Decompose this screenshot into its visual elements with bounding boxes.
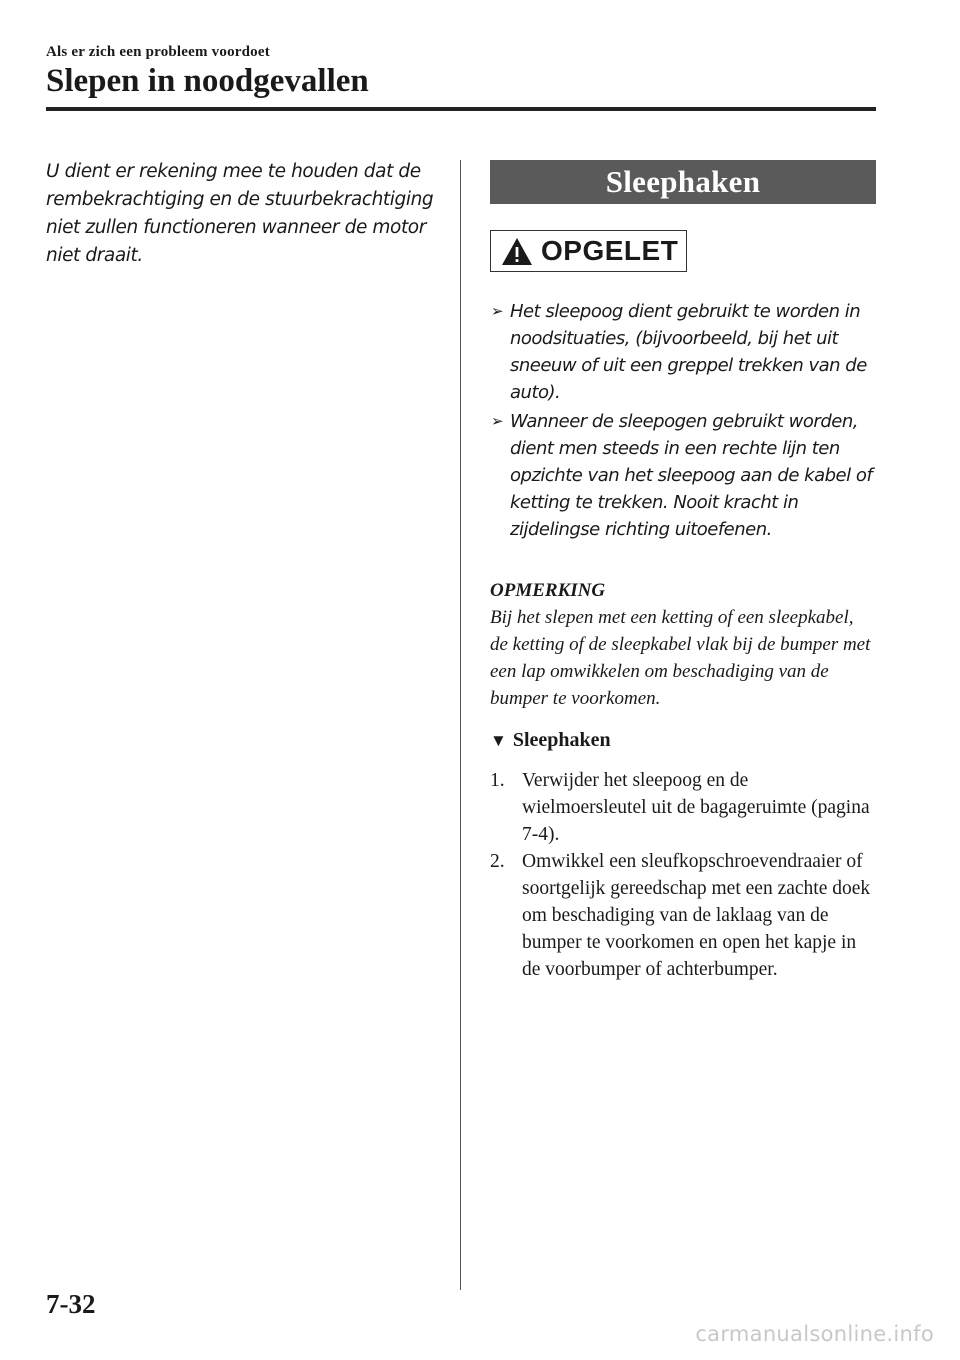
subsection-heading bbox=[490, 726, 876, 755]
caution-item bbox=[490, 408, 876, 543]
caution-box bbox=[490, 230, 687, 272]
caution-item-text: Wanneer de sleepogen gebruikt worden, dient men steeds in een rechte lijn ten opzichte van het sleepoog aan de kabel of ketting te trekken. Nooit kracht in zijdelingse richting uitoefenen. bbox=[510, 411, 873, 540]
caution-list bbox=[490, 298, 876, 543]
step-text: Verwijder het sleepoog en de wielmoersleutel uit de bagageruimte (pagina 7-4). bbox=[522, 770, 870, 845]
column-divider bbox=[460, 160, 461, 1290]
subsection-heading-text: Sleephaken bbox=[512, 729, 611, 751]
section-title-band: Sleephaken bbox=[490, 160, 876, 204]
note-label: OPMERKING bbox=[490, 580, 606, 601]
step-item bbox=[490, 848, 876, 983]
header-rule bbox=[46, 107, 876, 111]
warning-triangle-icon bbox=[501, 237, 533, 266]
left-paragraph: U dient er rekening mee te houden dat de rembekrachtiging en de stuurbekrachtiging niet zullen functioneren wanneer de motor niet draait. bbox=[46, 161, 434, 266]
steps-list bbox=[490, 767, 876, 983]
step-number: 2. bbox=[490, 851, 505, 872]
step-number: 1. bbox=[490, 770, 505, 791]
arrowhead-bullet-icon: ➢ bbox=[491, 412, 504, 430]
page-header bbox=[46, 44, 876, 101]
note-text: Bij het slepen met een ketting of een sleepkabel, de ketting of de sleepkabel vlak bij de bumper met een lap omwikkelen om beschadiging van de bumper te voorkomen. bbox=[490, 607, 871, 709]
step-item bbox=[490, 767, 876, 848]
page-title: Slepen in noodgevallen bbox=[46, 63, 369, 99]
page-number: 7-32 bbox=[46, 1289, 96, 1319]
step-text: Omwikkel een sleufkopschroevendraaier of soortgelijk gereedschap met een zachte doek om beschadiging van de laklaag van de bumper te voorkomen en open het kapje in de voorbumper of achterbumper. bbox=[522, 851, 871, 980]
left-column bbox=[46, 158, 441, 270]
caution-item-text: Het sleepoog dient gebruikt te worden in noodsituaties, (bijvoorbeeld, bij het uit sneeuw of uit een greppel trekken van de auto). bbox=[510, 301, 867, 403]
down-triangle-icon: ▼ bbox=[490, 731, 507, 750]
caution-item bbox=[490, 298, 876, 406]
watermark: carmanualsonline.info bbox=[695, 1322, 934, 1346]
right-column bbox=[490, 160, 876, 983]
chapter-kicker: Als er zich een probleem voordoet bbox=[46, 44, 270, 60]
caution-label: OPGELET bbox=[541, 235, 679, 266]
arrowhead-bullet-icon: ➢ bbox=[491, 302, 504, 320]
